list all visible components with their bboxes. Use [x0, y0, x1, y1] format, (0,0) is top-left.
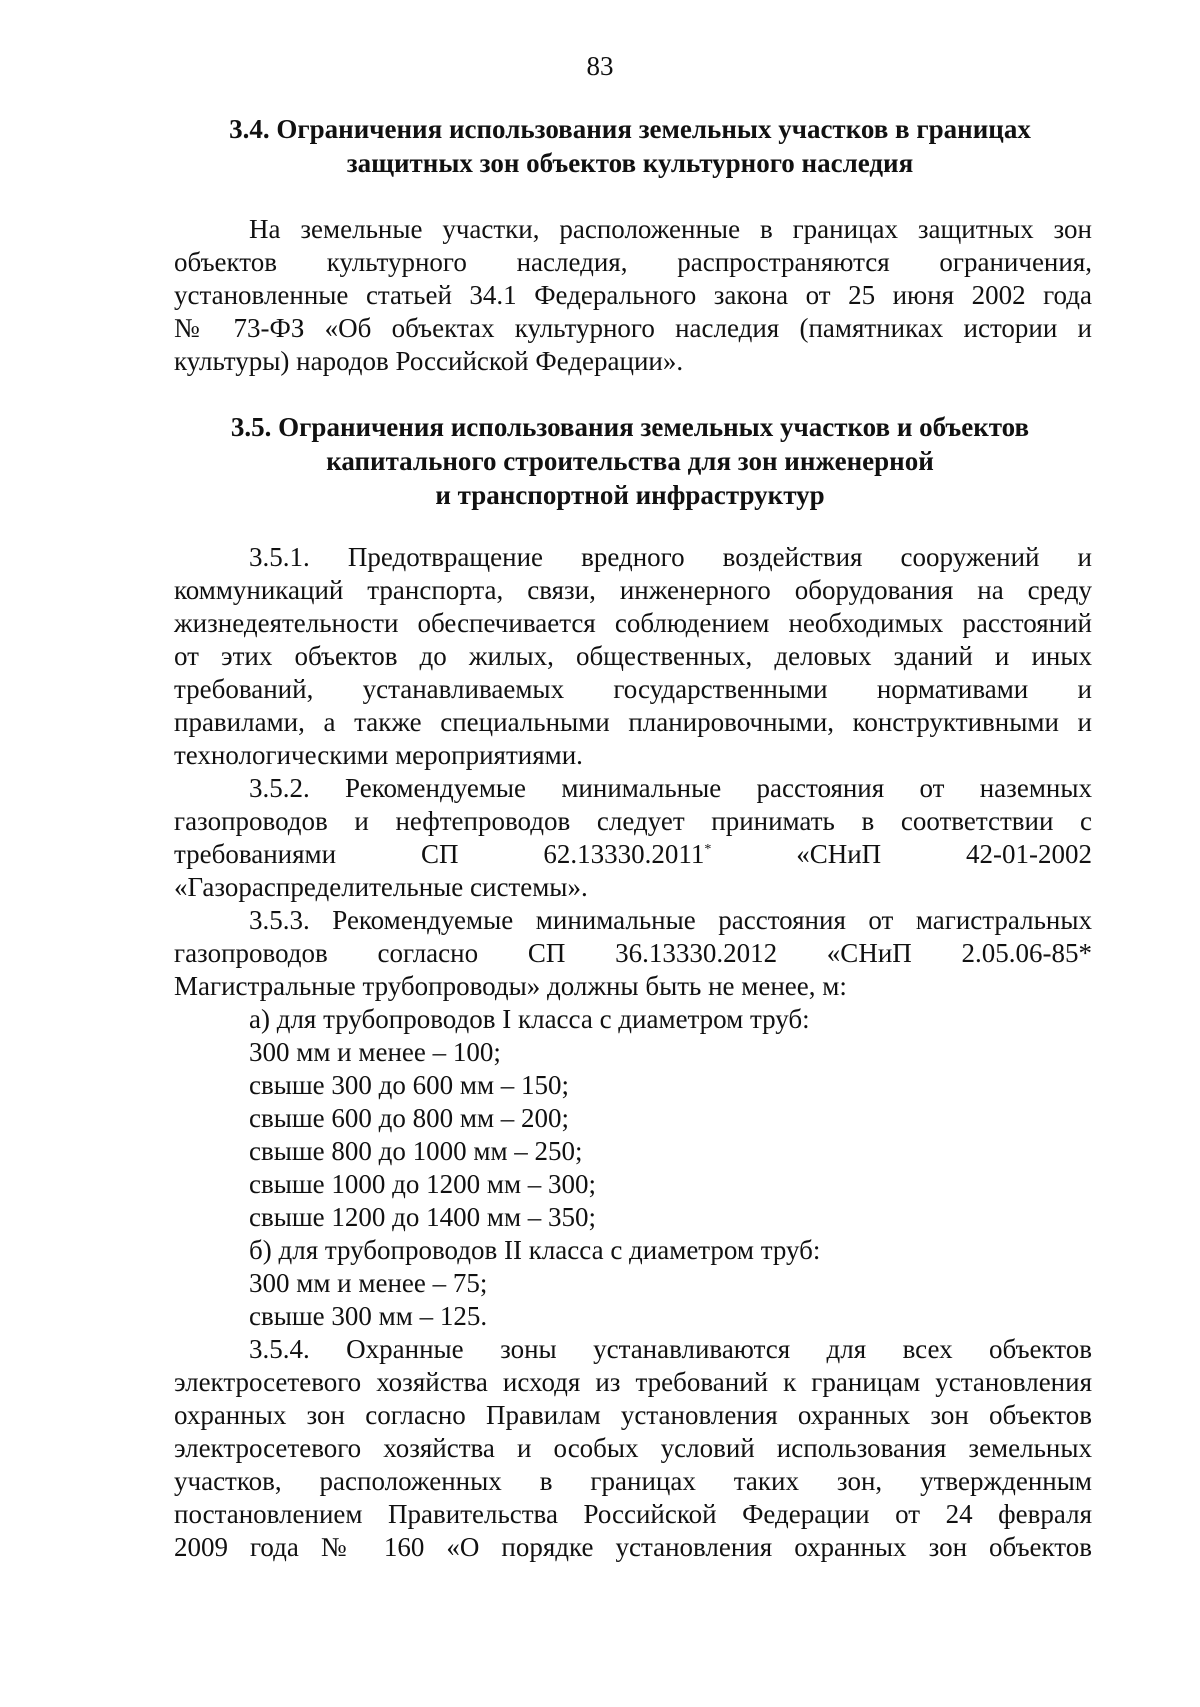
paragraph-3-5-2-line: 3.5.2. Рекомендуемые минимальные расстояния от наземных	[249, 773, 1092, 803]
text-line: культуры) народов Российской Федерации».	[174, 346, 684, 376]
section-3-5-heading	[170, 410, 1090, 512]
paragraph-3-5-4-line: участков, расположенных в границах таких зон, утвержденным	[174, 1466, 1092, 1496]
list-item: 300 мм и менее – 100;	[249, 1037, 501, 1067]
paragraph-3-5-1-line: требований, устанавливаемых государственными нормативами и	[174, 674, 1092, 704]
list-item: свыше 800 до 1000 мм – 250;	[249, 1136, 583, 1166]
paragraph-3-5-4-line: 2009 года № 160 «О порядке установления охранных зон объектов	[174, 1532, 1092, 1562]
list-item: свыше 1000 до 1200 мм – 300;	[249, 1169, 597, 1199]
list-item: свыше 1200 до 1400 мм – 350;	[249, 1202, 597, 1232]
paragraph-3-5-2-line-with-sup	[174, 838, 1092, 871]
paragraph-3-5-3-line: газопроводов согласно СП 36.13330.2012 «СНиП 2.05.06-85*	[174, 938, 1092, 968]
snip-reference: «СНиП 42-01-2002	[796, 839, 1093, 869]
sp-reference: требованиями СП 62.13330.2011	[174, 839, 705, 869]
paragraph-3-5-4-line: электросетевого хозяйства и особых условий использования земельных	[174, 1433, 1092, 1463]
paragraph-3-5-1-line: правилами, а также специальными планировочными, конструктивными и	[174, 707, 1092, 737]
asterisk-footnote-mark: *	[704, 842, 712, 857]
heading-line: 3.5. Ограничения использования земельных участков и объектов	[230, 412, 1030, 442]
paragraph-3-5-4-line: постановлением Правительства Российской Федерации от 24 февраля	[174, 1499, 1092, 1529]
paragraph-3-5-3-line: Магистральные трубопроводы» должны быть не менее, м:	[174, 971, 847, 1001]
list-item: свыше 300 мм – 125.	[249, 1301, 488, 1331]
paragraph-3-5-4-line: охранных зон согласно Правилам установления охранных зон объектов	[174, 1400, 1092, 1430]
text-line: установленные статьей 34.1 Федерального закона от 25 июня 2002 года	[174, 280, 1092, 310]
text-line: № 73-ФЗ «Об объектах культурного наследия (памятниках истории и	[174, 313, 1092, 343]
paragraph-3-5-2-line: газопроводов и нефтепроводов следует принимать в соответствии с	[174, 806, 1092, 836]
list-item: свыше 300 до 600 мм – 150;	[249, 1070, 570, 1100]
section-3-4-paragraph	[174, 213, 1092, 378]
section-3-4-heading	[170, 112, 1090, 180]
section-3-5-body	[174, 541, 1092, 1564]
paragraph-3-5-4-line: 3.5.4. Охранные зоны устанавливаются для всех объектов	[249, 1334, 1092, 1364]
heading-line: защитных зон объектов культурного наследия	[346, 148, 914, 178]
heading-line: и транспортной инфраструктур	[435, 480, 825, 510]
paragraph-3-5-1-line: жизнедеятельности обеспечивается соблюдением необходимых расстояний	[174, 608, 1092, 638]
paragraph-3-5-1-line: 3.5.1. Предотвращение вредного воздействия сооружений и	[249, 542, 1092, 572]
text-line: объектов культурного наследия, распространяются ограничения,	[174, 247, 1092, 277]
heading-line: капитального строительства для зон инженерной	[326, 446, 934, 476]
text-line: На земельные участки, расположенные в границах защитных зон	[249, 214, 1092, 244]
paragraph-3-5-1-line: от этих объектов до жилых, общественных, деловых зданий и иных	[174, 641, 1092, 671]
paragraph-3-5-1-line: технологическими мероприятиями.	[174, 740, 583, 770]
list-item: б) для трубопроводов II класса с диаметром труб:	[249, 1235, 821, 1265]
paragraph-3-5-3-line: 3.5.3. Рекомендуемые минимальные расстояния от магистральных	[249, 905, 1092, 935]
list-item: свыше 600 до 800 мм – 200;	[249, 1103, 570, 1133]
paragraph-3-5-2-line: «Газораспределительные системы».	[174, 872, 588, 902]
list-item: а) для трубопроводов I класса с диаметром труб:	[249, 1004, 810, 1034]
list-item: 300 мм и менее – 75;	[249, 1268, 488, 1298]
paragraph-3-5-4-line: электросетевого хозяйства исходя из требований к границам установления	[174, 1367, 1092, 1397]
paragraph-3-5-1-line: коммуникаций транспорта, связи, инженерного оборудования на среду	[174, 575, 1092, 605]
heading-line: 3.4. Ограничения использования земельных участков в границах	[229, 114, 1031, 144]
page-number: 83	[586, 51, 614, 81]
